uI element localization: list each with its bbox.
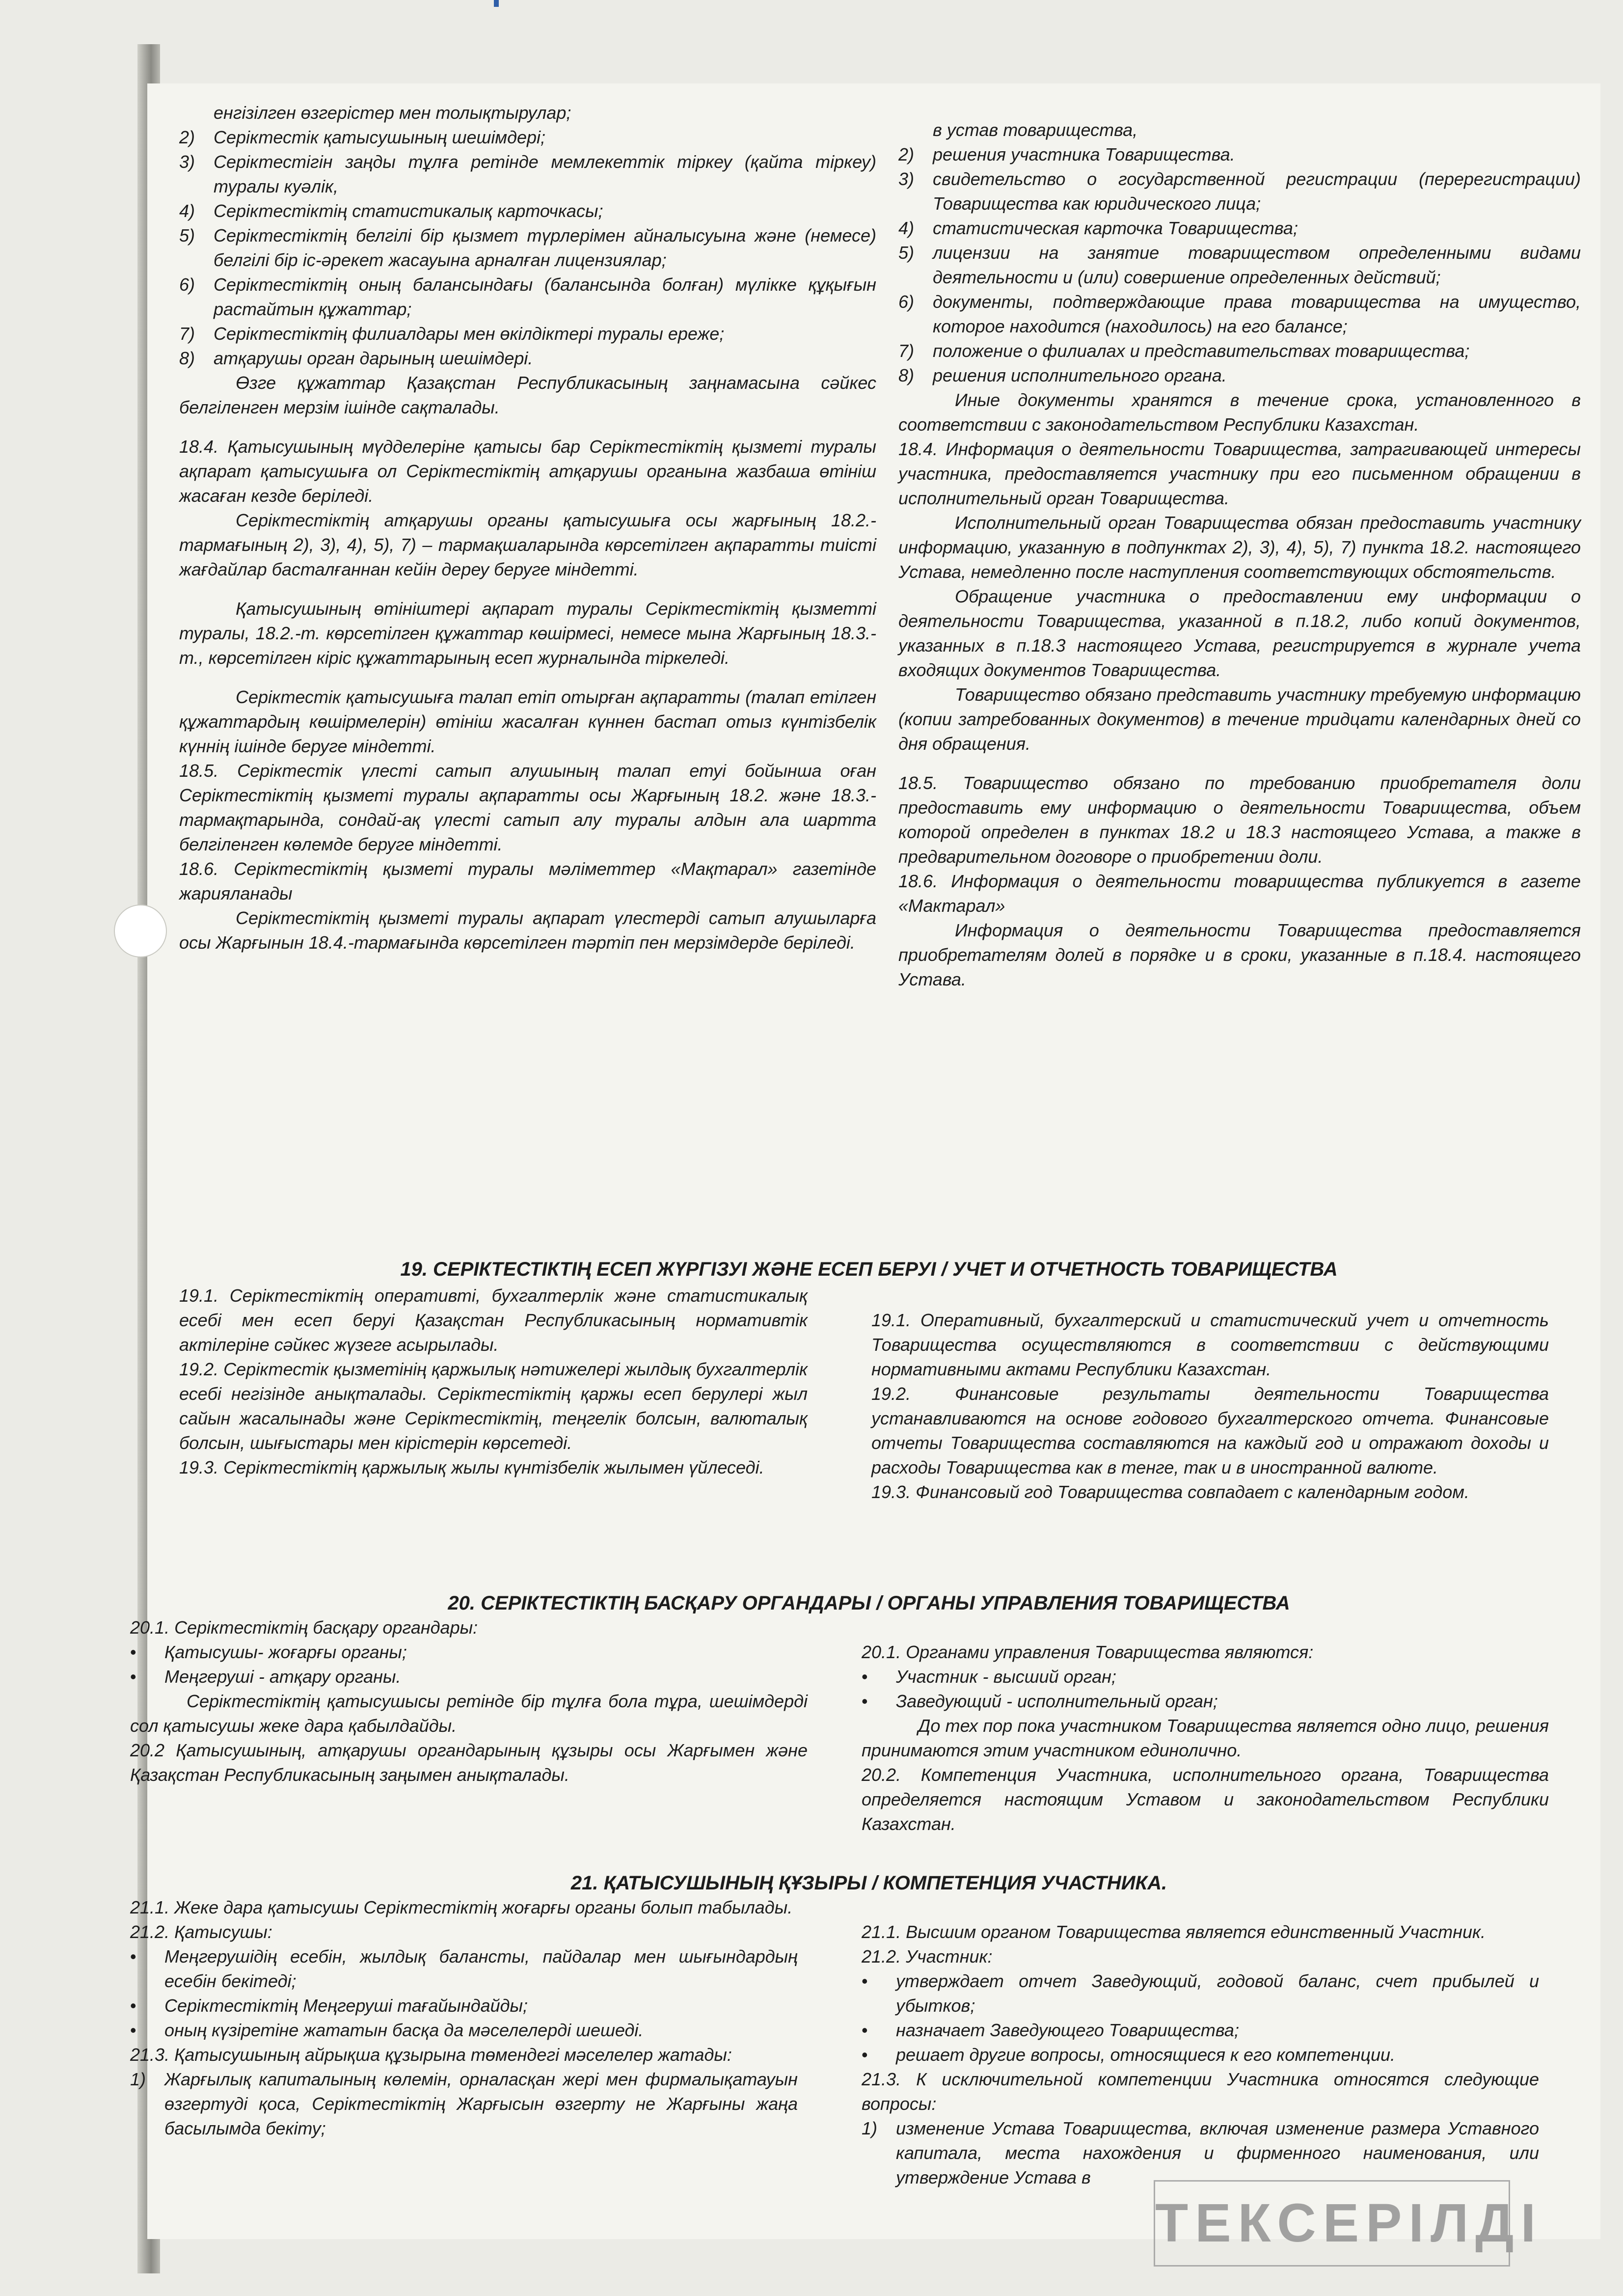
bullet-glyph: • — [130, 1946, 136, 1967]
right-18-4: 18.4. Информация о деятельности Товарищества, затрагивающей интересы участника, предоставляется участнику при его письменном обращении в исполнительный орган Товарищества. — [898, 439, 1581, 508]
item-number: 3) — [179, 152, 195, 172]
bullet-text: назначает Заведующего Товарищества; — [896, 2020, 1239, 2040]
right-21-2: 21.2. Участник: — [862, 1946, 993, 1967]
item-number: 6) — [179, 274, 195, 295]
item-text: атқарушы орган дарының шешімдері. — [214, 348, 533, 368]
right-20-2: 20.2. Компетенция Участника, исполнительного органа, Товарищества определяется настоящим Уставом и законодательством Республики Казахстан. — [862, 1765, 1549, 1834]
bullet-item-1 — [862, 1665, 1549, 1689]
left-18-4-b: Серіктестіктің атқарушы органы қатысушыға осы жарғының 18.2.- тармағының 2), 3), 4), 5), 7) – тармақшаларында көрсетілген ақпаратты тиісті жағдайлар басталғаннан кейін дереу беруге міндетті. — [179, 510, 876, 579]
item-text: Серіктестіктің филиалдары мен өкілдіктері туралы ереже; — [214, 324, 725, 344]
left-18-4: 18.4. Қатысушының мүдделеріне қатысы бар Серіктестіктің қызметі туралы ақпарат қатысушыға ол Серіктестіктің атқарушы органына жазбаша өтініш жасаған кезде беріледі. — [179, 437, 876, 506]
left-19-3: 19.3. Серіктестіктің қаржылық жылы күнтізбелік жылымен үйлеседі. — [179, 1457, 764, 1477]
right-20-1-b: До тех пор пока участником Товарищества является одно лицо, решения принимаются этим участником единолично. — [862, 1716, 1549, 1760]
bullet-item-2 — [862, 2018, 1539, 2043]
bullet-item-2 — [130, 1665, 808, 1689]
right-21-3-item-1: 1) изменение Устава Товарищества, включая изменение размера Уставного капитала, места нахождения и фирменного наименования, или утверждение Устава в — [862, 2118, 1539, 2187]
item-text: Серіктестіктің белгілі бір қызмет түрлерімен айналысуына және (немесе) белгілі бір іс-әрекет жасауына арналған лицензиялар; — [214, 225, 876, 270]
left-20-1: 20.1. Серіктестіктің басқару органдары: — [130, 1617, 478, 1638]
bullet-glyph: • — [862, 1691, 868, 1711]
left-18-6-b: Серіктестіктің қызметі туралы ақпарат үлестерді сатып алушыларға осы Жарғынын 18.4.-тармағында көрсетілген тәртіп пен мерзімдерде беріледі. — [179, 908, 876, 953]
item-text: документы, подтверждающие права товарищества на имущество, которое находится (находилось) на его балансе; — [933, 292, 1581, 336]
item-number: 7) — [898, 341, 915, 361]
right-column-russian-19 — [871, 1308, 1549, 1504]
bullet-text: утверждает отчет Заведующий, годовой баланс, счет прибылей и убытков; — [896, 1971, 1539, 2016]
right-18-4-b: Исполнительный орган Товарищества обязан предоставить участнику информацию, указанную в подпунктах 2), 3), 4), 5), 7) пункта 18.2. настоящего Устава, немедленно после наступления соответствующих обстоятельств. — [898, 513, 1581, 582]
left-column-kazakh-20 — [130, 1615, 808, 1787]
right-column-russian-21 — [862, 1920, 1539, 2190]
left-18-3-tail: Өзге құжаттар Қазақстан Республикасының заңнамасына сәйкес белгіленген мерзім ішінде сақталады. — [179, 373, 876, 417]
bullet-text: Участник - высший орган; — [896, 1667, 1116, 1687]
bullet-text: Заведующий - исполнительный орган; — [896, 1691, 1218, 1711]
bullet-item-1 — [130, 1944, 798, 1994]
bullet-glyph: • — [862, 2045, 868, 2065]
item-number: 7) — [179, 324, 195, 344]
item-text: решения участника Товарищества. — [933, 144, 1235, 164]
right-20-bullets — [862, 1665, 1549, 1714]
list-item-4 — [179, 199, 876, 223]
item-text: решения исполнительного органа. — [933, 365, 1227, 385]
item-number: 5) — [898, 243, 915, 263]
bullet-glyph: • — [130, 1995, 136, 2016]
item-text: статистическая карточка Товарищества; — [933, 218, 1298, 238]
bullet-text: Қатысушы- жоғарғы органы; — [164, 1642, 407, 1662]
left-18-5: 18.5. Серіктестік үлесті сатып алушының талап етуі бойынша оған Серіктестіктің қызметі туралы ақпаратты осы Жарғының 18.2. және 18.3.-тармақтарында, сондай-ақ үлесті сатып алу туралы алдын ала шартта белгіленген көлемде беруге міндетті. — [179, 761, 876, 854]
bullet-text: Меңгерушідің есебін, жылдық балансты, пайдалар мен шығындардың есебін бекітеді; — [164, 1946, 798, 1991]
right-19-3: 19.3. Финансовый год Товарищества совпадает с календарным годом. — [871, 1482, 1469, 1502]
right-21-1: 21.1. Высшим органом Товарищества является единственный Участник. — [862, 1922, 1486, 1942]
left-21-bullets — [130, 1944, 798, 2043]
bullet-glyph: • — [130, 2020, 136, 2040]
bullet-text: Серіктестіктің Меңгеруші тағайындайды; — [164, 1995, 528, 2016]
bullet-glyph: • — [862, 2020, 868, 2040]
bullet-item-3 — [130, 2018, 798, 2043]
left-20-2: 20.2 Қатысушының, атқарушы органдарының құзыры осы Жарғымен және Қазақстан Республикасының заңымен анықталады. — [130, 1740, 808, 1785]
bullet-item-2 — [130, 1994, 798, 2018]
item-text: Серіктестіктің статистикалық карточкасы; — [214, 201, 603, 221]
right-18-3-list — [898, 118, 1581, 388]
heading-section-21: 21. ҚАТЫСУШЫНЫҢ ҚҰЗЫРЫ / КОМПЕТЕНЦИЯ УЧАСТНИКА. — [570, 1872, 1167, 1894]
left-18-6: 18.6. Серіктестіктің қызметі туралы мәліметтер «Мақтарал» газетінде жарияланады — [179, 859, 876, 903]
list-item-6 — [179, 273, 876, 322]
right-18-6-b: Информация о деятельности Товарищества предоставляется приобретателям долей в порядке и в сроки, указанные в п.18.4. настоящего Устава. — [898, 920, 1581, 989]
right-column-russian-20 — [862, 1640, 1549, 1836]
left-21-1: 21.1. Жеке дара қатысушы Серіктестіктің жоғарғы органы болып табылады. — [130, 1897, 793, 1917]
left-21-3-item-1: 1) Жарғылық капиталының көлемін, орналасқан жері мен фирмалықатауын өзгертуді қоса, Серіктестіктің Жарғысын өзгерту не Жарғыны жаңа басылымда бекіту; — [130, 2069, 798, 2138]
scan-mark — [494, 0, 499, 7]
list-item-3 — [179, 150, 876, 199]
left-19-1: 19.1. Серіктестіктің оперативті, бухгалтерлік және статистикалық есебі мен есеп беруі Қазақстан Республикасының нормативтік актілеріне сәйкес жүзеге асырылады. — [179, 1285, 808, 1355]
right-18-3-tail: Иные документы хранятся в течение срока, установленного в соответствии с законодательством Республики Казахстан. — [898, 390, 1581, 435]
list-item-8 — [179, 346, 876, 371]
item-number: 2) — [179, 127, 195, 147]
list-item-7 — [898, 339, 1581, 363]
left-19-2: 19.2. Серіктестік қызметінің қаржылық нәтижелері жылдық бухгалтерлік есебі негізінде анықталады. Серіктестіктің қаржы есеп берулері жыл сайын жасалынады және Серіктестіктің, теңгелік болсын, валюталық болсын, шығыстары мен кірістерін көрсетеді. — [179, 1359, 808, 1453]
list-item-5 — [898, 241, 1581, 290]
right-column-russian-18 — [898, 118, 1581, 992]
verification-stamp: ТЕКСЕРІЛДІ — [1154, 2180, 1510, 2267]
bullet-glyph: • — [862, 1667, 868, 1687]
item-text: Серіктестік қатысушының шешімдері; — [214, 127, 546, 147]
left-column-kazakh-18 — [179, 101, 876, 955]
item-text: Серіктестігін заңды тұлға ретінде мемлекеттік тіркеу (қайта тіркеу) туралы куәлік, — [214, 152, 876, 196]
list-item-2 — [898, 142, 1581, 167]
list-item-2 — [179, 125, 876, 150]
list-item-1 — [898, 118, 1581, 142]
left-column-kazakh-21 — [130, 1895, 798, 2141]
left-20-1-b: Серіктестіктің қатысушысы ретінде бір тұлға бола тұра, шешімдерді сол қатысушы жеке дара қабылдайды. — [130, 1691, 808, 1736]
heading-section-20: 20. СЕРІКТЕСТІКТІҢ БАСҚАРУ ОРГАНДАРЫ / ОРГАНЫ УПРАВЛЕНИЯ ТОВАРИЩЕСТВА — [448, 1592, 1290, 1614]
bullet-glyph: • — [130, 1667, 136, 1687]
item-text: енгізілген өзгерістер мен толықтырулар; — [214, 103, 571, 123]
item-number: 6) — [898, 292, 915, 312]
left-18-4-d: Серіктестік қатысушыға талап етіп отырған ақпаратты (талап етілген құжаттардың көшірмелерін) өтініш жасалған күннен бастап отыз күнтізбелік күннің ішінде беруге міндетті. — [179, 687, 876, 756]
heading-section-19: 19. СЕРІКТЕСТІКТІҢ ЕСЕП ЖҮРГІЗУІ ЖӘНЕ ЕСЕП БЕРУІ / УЧЕТ И ОТЧЕТНОСТЬ ТОВАРИЩЕСТВА — [400, 1258, 1338, 1280]
item-number: 8) — [898, 365, 915, 385]
item-number: 5) — [179, 225, 195, 246]
left-21-2: 21.2. Қатысушы: — [130, 1922, 272, 1942]
item-number: 8) — [179, 348, 195, 368]
left-20-bullets — [130, 1640, 808, 1689]
right-21-bullets — [862, 1969, 1539, 2067]
right-18-5: 18.5. Товарищество обязано по требованию приобретателя доли предоставить ему информацию о деятельности Товарищества, объем которой определен в пунктах 18.2 и 18.3 настоящего Устава, а также в предварительном договоре о приобретении доли. — [898, 773, 1581, 867]
item-number: 2) — [898, 144, 915, 164]
item-number: 4) — [179, 201, 195, 221]
punch-hole — [114, 904, 167, 957]
list-item-4 — [898, 216, 1581, 241]
bullet-text: решает другие вопросы, относящиеся к его компетенции. — [896, 2045, 1395, 2065]
item-text: положение о филиалах и представительствах товарищества; — [933, 341, 1470, 361]
list-item-5 — [179, 223, 876, 273]
item-number: 4) — [898, 218, 915, 238]
bullet-text: оның күзіретіне жататын басқа да мәселелерді шешеді. — [164, 2020, 644, 2040]
bullet-item-1 — [862, 1969, 1539, 2018]
item-number — [898, 118, 933, 142]
bullet-glyph: • — [862, 1971, 868, 1991]
right-18-6: 18.6. Информация о деятельности товарищества публикуется в газете «Мактарал» — [898, 871, 1581, 916]
right-18-4-c: Обращение участника о предоставлении ему информации о деятельности Товарищества, указанной в п.18.2, либо копий документов, указанных в п.18.3 настоящего Устава, регистрируется в журнале учета входящих документов Товарищества. — [898, 586, 1581, 680]
right-21-3: 21.3. К исключительной компетенции Участника относятся следующие вопросы: — [862, 2069, 1539, 2114]
left-18-4-c: Қатысушының өтініштері ақпарат туралы Серіктестіктің қызметті туралы, 18.2.-т. көрсетілген құжаттар көшірмесі, немесе мына Жарғының 18.3.-т., көрсетілген кіріс құжаттарының есеп журналында тіркеледі. — [179, 599, 876, 668]
bullet-glyph: • — [130, 1642, 136, 1662]
list-item-8 — [898, 363, 1581, 388]
right-19-2: 19.2. Финансовые результаты деятельности Товарищества устанавливаются на основе годового бухгалтерского отчета. Финансовые отчеты Товарищества составляются на каждый год и отражают доходы и расходы Товарищества как в тенге, так и в иностранной валюте. — [871, 1384, 1549, 1477]
item-text: в устав товарищества, — [933, 120, 1138, 140]
right-19-1: 19.1. Оперативный, бухгалтерский и статистический учет и отчетность Товарищества осуществляются в соответствии с действующими нормативными актами Республики Казахстан. — [871, 1310, 1549, 1379]
item-text: лицензии на занятие товариществом определенными видами деятельности и (или) совершение определенных действий; — [933, 243, 1581, 287]
bullet-item-1 — [130, 1640, 808, 1665]
item-text: свидетельство о государственной регистрации (перерегистрации) Товарищества как юридического лица; — [933, 169, 1581, 214]
list-item-6 — [898, 290, 1581, 339]
list-item-3 — [898, 167, 1581, 216]
item-number: 3) — [898, 169, 915, 189]
left-18-3-list — [179, 101, 876, 371]
item-text: Серіктестіктің оның балансындағы (балансында болған) мүлікке құқығын растайтын құжаттар; — [214, 274, 876, 319]
list-item-1 — [179, 101, 876, 125]
left-column-kazakh-19 — [179, 1284, 808, 1480]
bullet-text: Меңгеруші - атқару органы. — [164, 1667, 401, 1687]
bullet-item-2 — [862, 1689, 1549, 1714]
bullet-item-3 — [862, 2043, 1539, 2067]
right-18-4-d: Товарищество обязано представить участнику требуемую информацию (копии затребованных документов) в течение тридцати календарных дней со дня обращения. — [898, 684, 1581, 754]
left-21-3: 21.3. Қатысушының айрықша құзырына төмендегі мәселелер жатады: — [130, 2045, 732, 2065]
right-20-1: 20.1. Органами управления Товарищества являются: — [862, 1642, 1314, 1662]
list-item-7 — [179, 322, 876, 346]
item-number — [179, 101, 214, 125]
